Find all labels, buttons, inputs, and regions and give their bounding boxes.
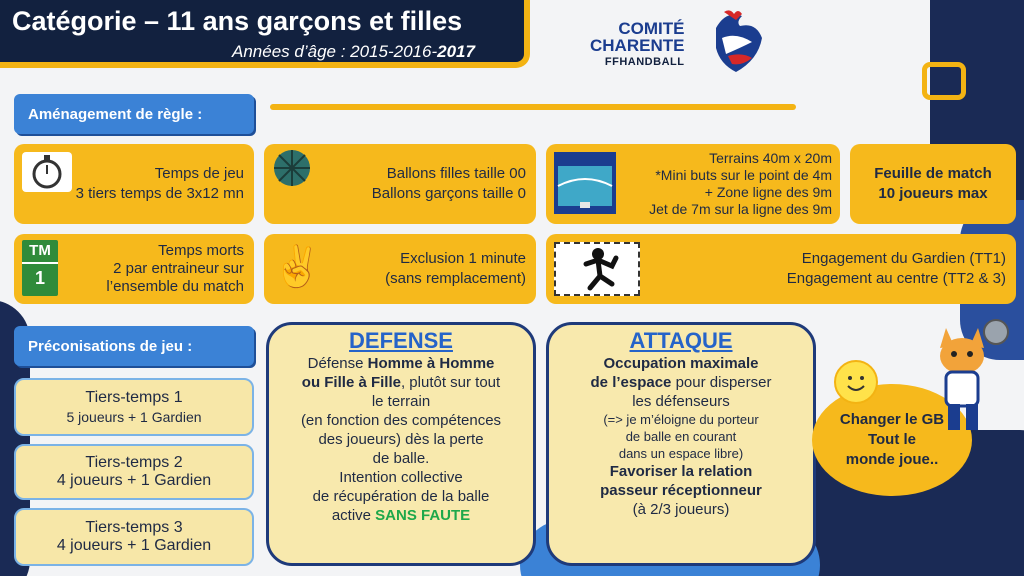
- exclusion-card: ✌ Exclusion 1 minute (sans remplacement): [264, 234, 536, 304]
- page-title: Catégorie – 11 ans garçons et filles: [12, 6, 463, 36]
- section-heading-regle: Aménagement de règle :: [14, 94, 254, 134]
- temps-jeu-card: Temps de jeu 3 tiers temps de 3x12 mn: [14, 144, 254, 224]
- defense-title: DEFENSE: [349, 328, 453, 353]
- engagement-card: Engagement du Gardien (TT1) Engagement au centre (TT2 & 3): [546, 234, 1016, 304]
- attaque-title: ATTAQUE: [629, 328, 733, 353]
- victory-hand-icon: ✌: [272, 245, 322, 289]
- tiers-temps-2-card: Tiers-temps 2 4 joueurs + 1 Gardien: [14, 444, 254, 500]
- terrains-card: Terrains 40m x 20m *Mini buts sur le point de 4m + Zone ligne des 9m Jet de 7m sur la ligne des 9m: [546, 144, 840, 224]
- defense-panel: DEFENSE Défense Homme à Homme ou Fille à Fille, plutôt sur tout le terrain (en fonction des compétences des joueurs) dès la perte de balle. Intention collective de récupération de la balle active SANS FAUTE: [266, 322, 536, 566]
- goalkeeper-icon: [554, 242, 640, 296]
- ballons-card: Ballons filles taille 00 Ballons garçons taille 0: [264, 144, 536, 224]
- rooster-logo-icon: [706, 8, 766, 76]
- feuille-match-card: Feuille de match 10 joueurs max: [850, 144, 1016, 224]
- handball-icon: [272, 148, 312, 194]
- page-subtitle: Années d’âge : 2015-2016-2017: [232, 42, 475, 61]
- tiers-temps-1-card: Tiers-temps 1 5 joueurs + 1 Gardien: [14, 378, 254, 436]
- divider-line: [270, 104, 796, 110]
- timeout-badge: TM 1: [22, 240, 58, 296]
- cat-mascot-icon: [926, 318, 1012, 438]
- section-heading-preco: Préconisations de jeu :: [14, 326, 254, 366]
- hexagon-decoration: [922, 62, 966, 100]
- comite-logo: COMITÉ CHARENTE FFHANDBALL: [590, 19, 685, 68]
- temps-morts-card: TM 1 Temps morts 2 par entraineur sur l’ensemble du match: [14, 234, 254, 304]
- court-icon: [554, 152, 616, 218]
- tiers-temps-3-card: Tiers-temps 3 4 joueurs + 1 Gardien: [14, 508, 254, 566]
- speech-bubble: Changer le GB Tout le monde joue..: [812, 384, 972, 496]
- stopwatch-icon: [22, 152, 72, 192]
- attaque-panel: ATTAQUE Occupation maximale de l’espace pour disperser les défenseurs (=> je m’éloigne du porteur de balle en courant dans un espace libre) Favoriser la relation passeur réceptionneur (à 2/3 joueurs): [546, 322, 816, 566]
- sun-icon: [834, 360, 878, 404]
